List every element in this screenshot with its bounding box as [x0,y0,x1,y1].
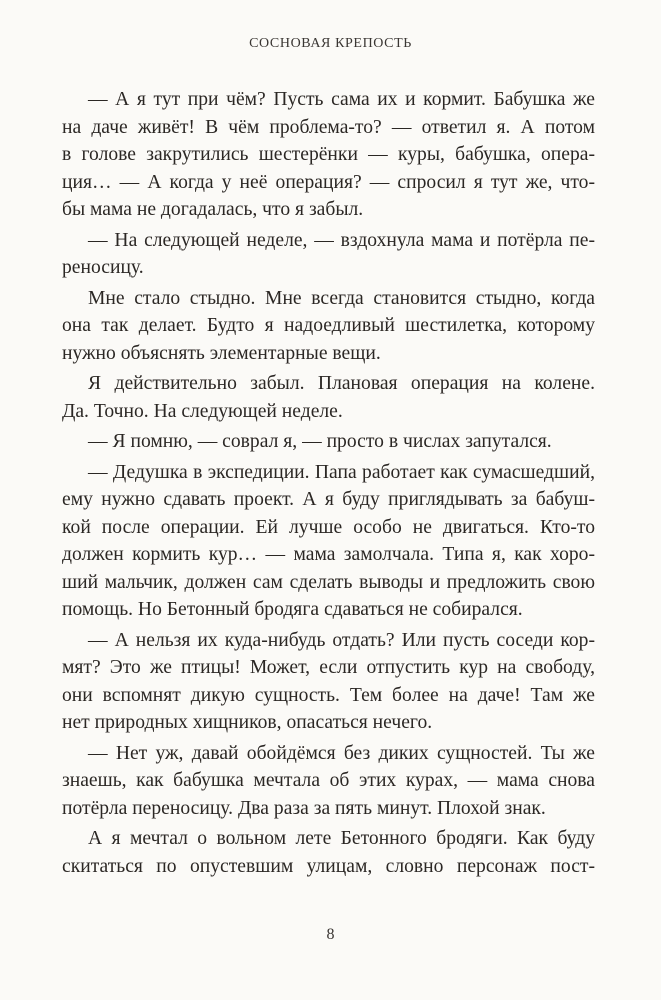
text-line: нет природных хищников, опасаться нечего. [62,712,433,733]
paragraph [62,428,595,456]
body-text [62,86,595,880]
text-line: ший мальчик, должен сам сделать выводы и предложить свою [62,571,595,593]
text-line: ция… — А когда у неё операция? — спросил я тут же, что- [62,171,595,193]
page-number: 8 [326,926,335,943]
text-line: — На следующей неделе, — вздохнула мама и потёрла пе- [88,229,595,251]
paragraph [62,825,595,880]
text-line: — Я помню, — соврал я, — просто в числах запутался. [88,431,552,452]
text-line: знаешь, как бабушка мечтала об этих курах, — мама снова [62,770,595,791]
paragraph [62,459,595,624]
text-line: в голове закрутились шестерёнки — куры, бабушка, опера- [62,144,595,165]
text-line: — А я тут при чём? Пусть сама их и кормит. Бабушка же [88,89,595,110]
text-line: Я действительно забыл. Плановая операция на колене. [88,373,595,394]
text-line: Мне стало стыдно. Мне всегда становится стыдно, когда [88,287,595,309]
paragraph [62,627,595,737]
text-line: они вспомнят дикую сущность. Тем более на даче! Там же [62,684,595,706]
text-line: бы мама не догадалась, что я забыл. [62,199,364,220]
text-line: — Дедушка в экспедиции. Папа работает как сумасшедший, [88,461,595,483]
text-line: А я мечтал о вольном лете Бетонного бродяги. Как буду [88,828,595,849]
text-line: скитаться по опустевшим улицам, словно персонаж пост- [62,855,595,877]
running-title: СОСНОВАЯ КРЕПОСТЬ [249,36,412,51]
text-line: нужно объяснять элементарные вещи. [62,342,381,364]
text-line: реносицу. [62,257,144,278]
paragraph [62,740,595,823]
text-line: помощь. Но Бетонный бродяга сдаваться не собирался. [62,599,523,620]
text-line: должен кормить кур… — мама замолчала. Типа я, как хоро- [62,544,595,565]
text-line: кой после операции. Ей лучше особо не двигаться. Кто-то [62,516,595,538]
paragraph [62,86,595,224]
text-line: — А нельзя их куда-нибудь отдать? Или пусть соседи кор- [88,629,595,651]
text-line: мят? Это же птицы! Может, если отпустить кур на свободу, [62,657,595,678]
paragraph [62,227,595,282]
text-line: ему нужно сдавать проект. А я буду приглядывать за бабуш- [62,489,595,510]
text-line: Да. Точно. На следующей неделе. [62,400,343,422]
text-line: на даче живёт! В чём проблема-то? — ответил я. А потом [62,116,595,138]
text-line: потёрла переносицу. Два раза за пять минут. Плохой знак. [62,797,546,819]
paragraph [62,285,595,368]
text-line: — Нет уж, давай обойдёмся без диких сущностей. Ты же [88,742,595,764]
text-line: она так делает. Будто я надоедливый шестилетка, которому [62,315,595,336]
paragraph [62,370,595,425]
